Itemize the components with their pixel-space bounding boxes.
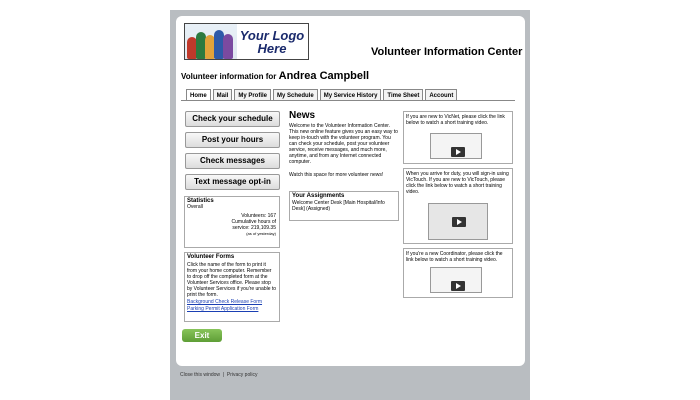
text-opt-in-button[interactable]: Text message opt-in bbox=[185, 174, 280, 190]
coordinator-video-thumbnail[interactable] bbox=[430, 267, 482, 293]
hours-row bbox=[185, 219, 279, 231]
as-of-row bbox=[185, 231, 279, 237]
background-check-link[interactable]: Background Check Release Form bbox=[187, 299, 263, 305]
news-title: News bbox=[289, 110, 316, 121]
volunteers-value: 167 bbox=[267, 213, 276, 219]
privacy-policy-link[interactable]: Privacy policy bbox=[226, 372, 258, 378]
exit-button[interactable]: Exit bbox=[182, 329, 222, 342]
welcome-prefix: Volunteer information for bbox=[181, 72, 277, 81]
news-more: Watch this space for more volunteer news! bbox=[289, 172, 384, 178]
tab-my-service-history[interactable]: My Service History bbox=[320, 89, 382, 101]
forms-instructions: Click the name of the form to print it from your home computer. Remember to drop off the completed form at the Volunteer Services office. Please stop by Volunteer Services if you're unable to print the form. bbox=[187, 262, 277, 298]
tab-divider bbox=[181, 100, 515, 101]
news-body: Welcome to the Volunteer Information Center. This new online feature gives you an easy way to keep in-touch with the volunteer program. You can check your schedule, post your volunteer service, receive messages, and much more, anytime, and from any Internet connected computer. bbox=[289, 123, 398, 165]
victouch-video-thumbnail[interactable] bbox=[428, 203, 488, 240]
coordinator-video-text: If you're a new Coordinator, please click the link below to watch a short training video. bbox=[406, 251, 503, 263]
play-icon bbox=[451, 281, 465, 291]
as-of-note: (as of yesterday) bbox=[246, 231, 276, 236]
post-hours-button[interactable]: Post your hours bbox=[185, 132, 280, 148]
assignments-title: Your Assignments bbox=[292, 193, 345, 199]
vicnet-video-text: If you are new to VicNet, please click the link below to watch a short training video. bbox=[406, 114, 505, 126]
forms-title: Volunteer Forms bbox=[187, 254, 235, 260]
parking-permit-link[interactable]: Parking Permit Application Form bbox=[187, 306, 259, 312]
play-icon bbox=[451, 147, 465, 157]
tab-home[interactable]: Home bbox=[186, 89, 211, 101]
welcome-line bbox=[181, 70, 369, 82]
statistics-panel bbox=[184, 196, 280, 248]
play-icon bbox=[452, 217, 466, 227]
volunteer-forms-panel bbox=[184, 252, 280, 322]
assignment-item: Welcome Center Desk [Main Hospital/Info Desk] (Assigned) bbox=[292, 200, 385, 212]
tab-mail[interactable]: Mail bbox=[213, 89, 233, 101]
check-schedule-button[interactable]: Check your schedule bbox=[185, 111, 280, 127]
hours-value: 219,109.35 bbox=[250, 225, 276, 231]
assignments-panel bbox=[289, 191, 399, 221]
statistics-subtitle: Overall bbox=[187, 204, 203, 210]
app-title: Volunteer Information Center bbox=[371, 46, 523, 58]
volunteers-image bbox=[185, 24, 237, 59]
vicnet-video-thumbnail[interactable] bbox=[430, 133, 482, 159]
logo-text: Your Logo Here bbox=[239, 27, 305, 56]
user-name: Andrea Campbell bbox=[278, 70, 370, 82]
footer-separator: | bbox=[222, 372, 225, 378]
statistics-title: Statistics bbox=[187, 198, 214, 204]
logo bbox=[184, 23, 309, 60]
volunteers-label: Volunteers: bbox=[241, 213, 267, 219]
tab-account[interactable]: Account bbox=[425, 89, 457, 101]
hours-label-1: Cumulative hours of bbox=[231, 219, 276, 225]
footer bbox=[180, 372, 257, 378]
check-messages-button[interactable]: Check messages bbox=[185, 153, 280, 169]
hours-label-2: service: bbox=[232, 225, 250, 231]
close-window-link[interactable]: Close this window bbox=[180, 372, 221, 378]
victouch-video-text: When you arrive for duty, you will sign-in using VicTouch. If you are new to VicTouch, please click the link below to watch a short training video. bbox=[406, 171, 509, 195]
tab-time-sheet[interactable]: Time Sheet bbox=[383, 89, 423, 101]
tab-my-profile[interactable]: My Profile bbox=[234, 89, 271, 101]
tab-my-schedule[interactable]: My Schedule bbox=[273, 89, 318, 101]
